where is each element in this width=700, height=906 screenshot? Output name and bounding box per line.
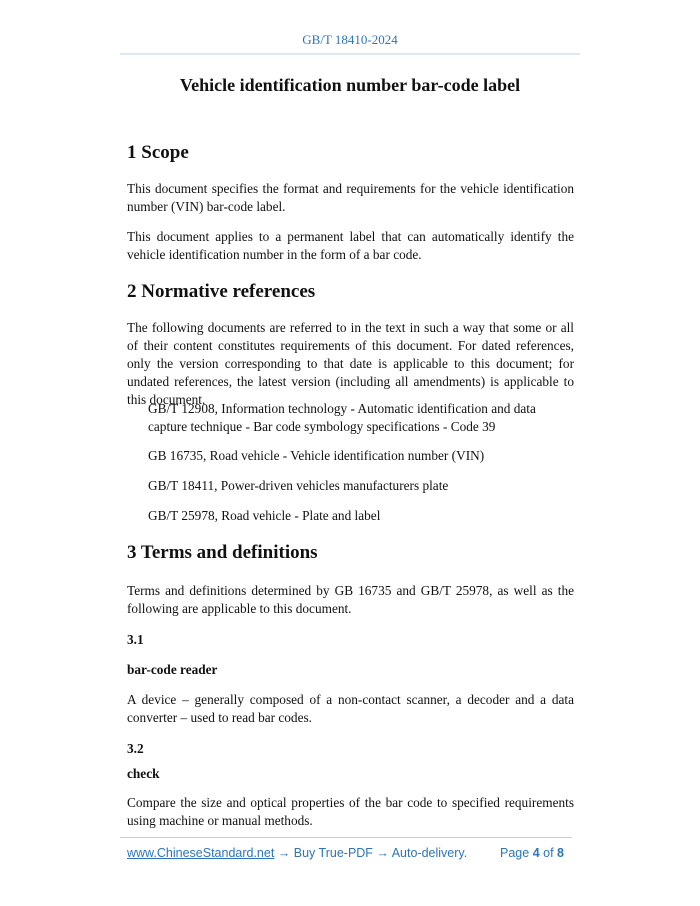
term-definition: Compare the size and optical properties of the bar code to specified requirements using machine or manual methods. bbox=[127, 795, 574, 828]
term-name: check bbox=[127, 766, 160, 781]
header-divider bbox=[120, 53, 580, 55]
page-total: 8 bbox=[557, 846, 564, 860]
terms-intro: Terms and definitions determined by GB 16735 and GB/T 25978, as well as the following are applicable to this document. bbox=[127, 583, 574, 616]
term-number: 3.2 bbox=[127, 741, 144, 756]
scope-paragraph-1: This document specifies the format and requirements for the vehicle identification number (VIN) bar-code label. bbox=[127, 181, 574, 214]
term-name: bar-code reader bbox=[127, 662, 218, 677]
term-number: 3.1 bbox=[127, 632, 144, 647]
section-heading-normative: 2 Normative references bbox=[127, 281, 316, 302]
footer-divider bbox=[120, 837, 572, 838]
document-title: Vehicle identification number bar-code label bbox=[179, 75, 521, 95]
footer-promo bbox=[127, 846, 467, 860]
chinesestandard-link[interactable]: www.ChineseStandard.net bbox=[127, 846, 275, 860]
normative-intro: The following documents are referred to in the text in such a way that some or all of their content constitutes requirements of this document. For dated references, only the version corresponding to that date is applicable to this document; for undated references, the latest version (including all amendments) is applicable to this document. bbox=[127, 320, 574, 407]
reference-item: GB/T 25978, Road vehicle - Plate and label bbox=[148, 508, 381, 523]
reference-item: GB/T 18411, Power-driven vehicles manufacturers plate bbox=[148, 478, 449, 493]
scope-paragraph-2: This document applies to a permanent label that can automatically identify the vehicle identification number in the form of a bar code. bbox=[127, 229, 574, 262]
reference-item: GB/T 12908, Information technology - Automatic identification and data capture technique - Bar code symbology specifications - Code 39 bbox=[148, 401, 536, 434]
of-label: of bbox=[543, 846, 554, 860]
section-heading-terms: 3 Terms and definitions bbox=[127, 542, 318, 563]
header-doc-id: GB/T 18410-2024 bbox=[302, 32, 398, 47]
reference-item: GB 16735, Road vehicle - Vehicle identification number (VIN) bbox=[148, 448, 485, 463]
page-current: 4 bbox=[532, 846, 540, 860]
footer-promo-text: → Buy True-PDF → Auto-delivery. bbox=[274, 846, 468, 860]
section-heading-scope: 1 Scope bbox=[127, 142, 189, 163]
term-definition: A device – generally composed of a non-contact scanner, a decoder and a data converter – used to read bar codes. bbox=[127, 692, 574, 725]
page-label: Page bbox=[500, 846, 530, 860]
page-indicator bbox=[500, 846, 564, 860]
